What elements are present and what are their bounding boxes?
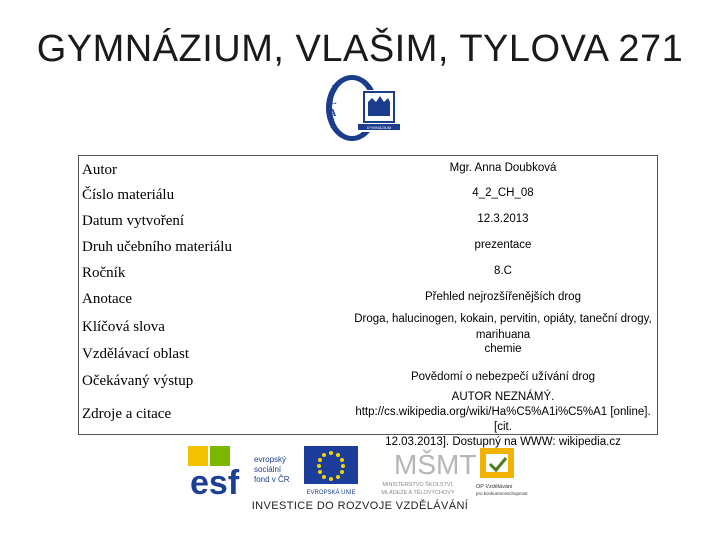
row-value: Přehled nejrozšířenějších drog bbox=[425, 291, 581, 303]
row-value: Droga, halucinogen, kokain, pervitin, opiáty, taneční drogy, marihuana bbox=[354, 313, 652, 341]
row-value: 4_2_CH_08 bbox=[472, 187, 534, 199]
eu-flag-logo bbox=[300, 446, 362, 498]
footer-caption: INVESTICE DO ROZVOJE VZDĚLÁVÁNÍ bbox=[251, 500, 469, 512]
svg-text:EVROPSKÁ UNIE: EVROPSKÁ UNIE bbox=[306, 490, 356, 496]
svg-text:V: V bbox=[332, 84, 340, 95]
row-value: Povědomí o nebezpečí užívání drog bbox=[410, 371, 596, 383]
svg-text:MLÁDEŽE A TĚLOVÝCHOVY: MLÁDEŽE A TĚLOVÝCHOVY bbox=[381, 490, 455, 496]
row-value: Mgr. Anna Doubková bbox=[449, 162, 557, 174]
svg-text:evropský: evropský bbox=[254, 455, 287, 464]
svg-text:A: A bbox=[329, 108, 337, 119]
table-row bbox=[78, 287, 658, 313]
svg-text:GYMNÁZIUM: GYMNÁZIUM bbox=[366, 125, 392, 130]
row-label: Číslo materiálu bbox=[82, 187, 175, 203]
svg-text:L: L bbox=[330, 96, 337, 107]
table-row bbox=[78, 183, 658, 209]
row-label: Zdroje a citace bbox=[82, 406, 172, 422]
citation-line: AUTOR NEZNÁMÝ. bbox=[451, 391, 555, 403]
svg-text:MŠMT: MŠMT bbox=[394, 449, 477, 480]
row-label: Očekávaný výstup bbox=[82, 373, 194, 389]
row-label: Ročník bbox=[82, 265, 126, 281]
row-label: Autor bbox=[82, 162, 117, 178]
svg-text:MINISTERSTVO ŠKOLSTVÍ,: MINISTERSTVO ŠKOLSTVÍ, bbox=[382, 482, 454, 488]
table-row bbox=[78, 390, 658, 448]
row-value: 8.C bbox=[494, 265, 512, 277]
citation-line: http://cs.wikipedia.org/wiki/Ha%C5%A1i%C5%A1 [online]. [cit. bbox=[355, 406, 651, 433]
table-row bbox=[78, 158, 658, 184]
row-value: chemie bbox=[484, 343, 522, 355]
school-logo bbox=[312, 72, 408, 144]
svg-text:sociální: sociální bbox=[254, 465, 282, 474]
citation-line: 12.03.2013]. Dostupný na WWW: wikipedia.cz bbox=[385, 436, 621, 448]
svg-text:fond v ČR: fond v ČR bbox=[254, 475, 290, 484]
row-label: Anotace bbox=[82, 291, 132, 307]
table-row bbox=[78, 235, 658, 261]
svg-text:esf: esf bbox=[190, 464, 240, 502]
row-value: 12.3.2013 bbox=[477, 213, 529, 225]
esf-logo bbox=[188, 446, 298, 502]
row-label: Druh učebního materiálu bbox=[82, 239, 232, 255]
svg-text:OP Vzdělávání: OP Vzdělávání bbox=[476, 484, 513, 490]
funding-logos bbox=[0, 440, 720, 540]
table-row bbox=[78, 261, 658, 287]
page-title: GYMNÁZIUM, VLAŠIM, TYLOVA 271 bbox=[36, 28, 684, 70]
msmt-logo bbox=[372, 444, 477, 498]
op-vk-logo bbox=[472, 446, 534, 498]
row-label: Vzdělávací oblast bbox=[82, 346, 190, 362]
table-row bbox=[78, 341, 658, 367]
row-value: prezentace bbox=[474, 239, 532, 251]
row-label: Klíčová slova bbox=[82, 319, 165, 335]
svg-text:pro konkurenceschopnost: pro konkurenceschopnost bbox=[476, 491, 528, 496]
svg-text:Š: Š bbox=[330, 120, 336, 131]
row-label: Datum vytvoření bbox=[82, 213, 185, 229]
table-row bbox=[78, 209, 658, 235]
